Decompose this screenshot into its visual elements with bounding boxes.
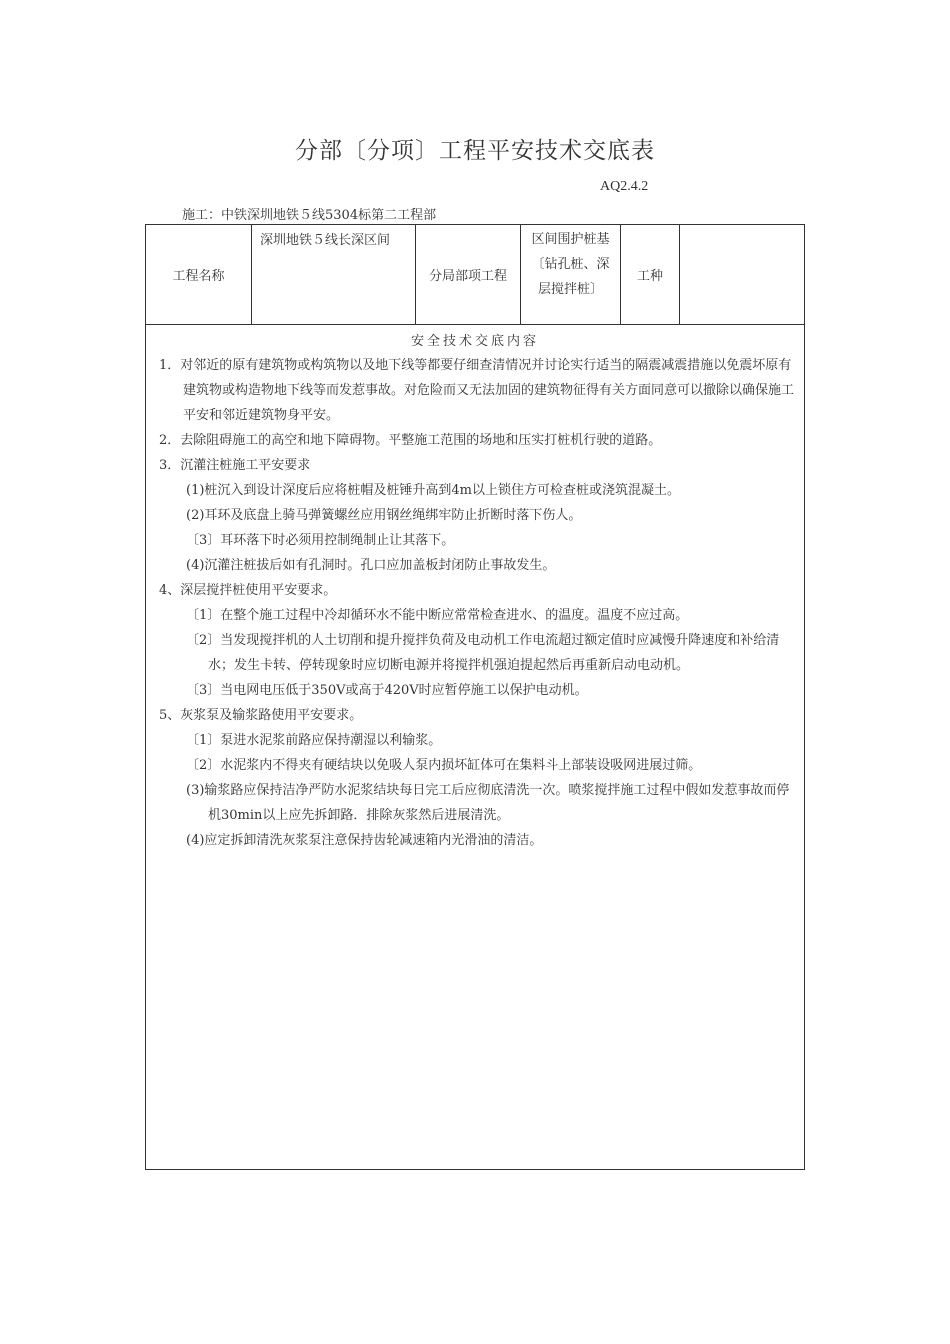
list-item: (3)输浆路应保持洁净严防水泥浆结块每日完工后应彻底清洗一次。喷浆搅拌施工过程中假如发惹事故而停机30min以上应先拆卸路．排除灰浆然后进展清洗。 <box>186 783 790 823</box>
list-item: 3．沉灌注桩施工平安要求 <box>159 458 311 473</box>
list-item: 1．对邻近的原有建筑物或构筑物以及地下线等都要仔细查清情况并讨论实行适当的隔震减震措施以免震坏原有建筑物或构造物地下线等而发惹事故。对危险而又无法加固的建筑物征得有关方面同意可以撤除以确保施工平安和邻近建筑物身平安。 <box>159 358 795 423</box>
construction-unit: 施工：中铁深圳地铁５线5304标第二工程部 <box>182 208 437 223</box>
subdivision-value: 区间围护桩基〔钻孔桩、深层搅拌桩〕 <box>521 225 621 324</box>
list-item: 〔2〕当发现搅拌机的人土切削和提升搅拌负荷及电动机工作电流超过额定值时应减慢升降速度和补给清水；发生卡转、停转现象时应切断电源并将搅拌机强迫提起然后再重新启动电动机。 <box>186 633 780 673</box>
work-type-label: 工种 <box>621 225 680 324</box>
list-item: 〔1〕在整个施工过程中冷却循环水不能中断应常常检查进水、的温度。温度不应过高。 <box>186 608 689 623</box>
content-body <box>156 353 796 853</box>
list-item: 4、深层搅拌桩使用平安要求。 <box>159 583 337 598</box>
project-name-value: 深圳地铁５线长深区间 <box>252 225 416 324</box>
list-item: 5、灰浆泵及输浆路使用平安要求。 <box>159 708 363 723</box>
section-title: 安全技术交底内容 <box>410 334 539 349</box>
list-item: (4)沉灌注桩拔后如有孔洞时。孔口应加盖板封闭防止事故发生。 <box>186 558 556 573</box>
list-item: 2．去除阻碍施工的高空和地下障碍物。平整施工范围的场地和压实打桩机行驶的道路。 <box>159 433 662 448</box>
list-item: 〔3〕当电网电压低于350V或高于420V时应暂停施工以保护电动机。 <box>186 683 588 698</box>
project-name-label: 工程名称 <box>146 225 252 324</box>
list-item: (2)耳环及底盘上骑马弹簧螺丝应用钢丝绳绑牢防止折断时落下伤人。 <box>186 508 582 523</box>
work-type-value <box>680 225 805 324</box>
form-code: AQ2.4.2 <box>600 179 649 194</box>
list-item: 〔3〕耳环落下时必须用控制绳制止让其落下。 <box>186 533 455 548</box>
document-title: 分部〔分项〕工程平安技术交底表 <box>295 138 655 164</box>
list-item: (4)应定拆卸清洗灰浆泵注意保持齿轮减速箱内光滑油的清洁。 <box>186 833 543 848</box>
table-header-row <box>146 225 804 325</box>
list-item: (1)桩沉入到设计深度后应将桩帽及桩锤升高到4m以上锁住方可检查桩或浇筑混凝土。 <box>186 483 681 498</box>
disclosure-table <box>145 224 805 1170</box>
subdivision-label: 分局部项工程 <box>416 225 521 324</box>
list-item: 〔1〕泵进水泥浆前路应保持潮湿以利输浆。 <box>186 733 442 748</box>
list-item: 〔2〕水泥浆内不得夹有硬结块以免吸人泵内损坏缸体可在集料斗上部装设吸网进展过筛。 <box>186 758 702 773</box>
